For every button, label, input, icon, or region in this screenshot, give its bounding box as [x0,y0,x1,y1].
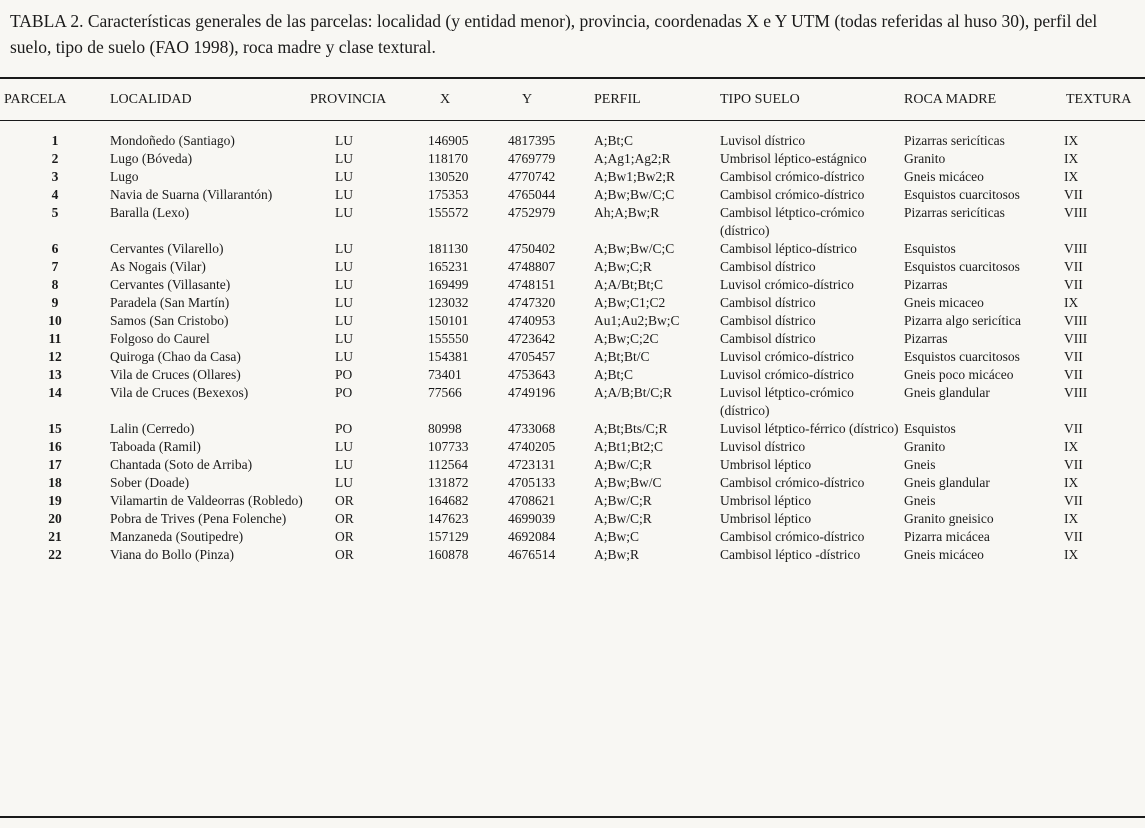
cell-x: 154381 [428,349,469,364]
table-row [0,492,1145,510]
cell-y: 4699039 [508,511,556,526]
table-row [0,168,1145,186]
cell-tipo-suelo: Cambisol dístrico [720,331,816,346]
cell-textura: IX [1064,151,1079,166]
cell-perfil: Ah;A;Bw;R [594,205,660,220]
table-caption: TABLA 2. Características generales de las parcelas: localidad (y entidad menor), provincia, coordenadas X e Y UTM (todas referidas al huso 30), perfil del suelo, tipo de suelo (FAO 1998), roca madre y clase textural. [10,11,1098,57]
cell-provincia: PO [335,385,353,400]
cell-roca-madre: Gneis micaceo [904,295,984,310]
cell-parcela: 5 [51,205,59,220]
table-body [0,118,1145,564]
cell-perfil: A;A/Bt;Bt;C [594,277,664,292]
cell-y: 4705457 [508,349,556,364]
table-row [0,384,1145,420]
cell-provincia: LU [335,475,353,490]
cell-roca-madre: Esquistos cuarcitosos [904,349,1020,364]
cell-perfil: A;Bt1;Bt2;C [594,439,664,454]
cell-localidad: Paradela (San Martín) [110,295,230,310]
cell-x: 107733 [428,439,469,454]
cell-y: 4723131 [508,457,556,472]
cell-textura: VII [1064,421,1083,436]
cell-provincia: LU [335,259,353,274]
cell-localidad: Manzaneda (Soutipedre) [110,529,244,544]
cell-perfil: A;Bw/C;R [594,457,652,472]
cell-localidad: Pobra de Trives (Pena Folenche) [110,511,287,526]
cell-localidad: Viana do Bollo (Pinza) [110,547,235,562]
cell-y: 4753643 [508,367,556,382]
cell-provincia: OR [335,529,354,544]
table-row [0,312,1145,330]
cell-x: 155550 [428,331,469,346]
cell-roca-madre: Pizarra micácea [904,529,990,544]
cell-y: 4747320 [508,295,556,310]
cell-x: 73401 [428,367,462,382]
cell-parcela: 9 [51,295,59,310]
col-header-textura: TEXTURA [1066,92,1132,107]
cell-perfil: A;Bw;C1;C2 [594,295,666,310]
cell-parcela: 12 [48,349,62,364]
cell-parcela: 2 [51,151,59,166]
cell-provincia: LU [335,169,353,184]
table-row [0,276,1145,294]
top-rule [0,77,1145,79]
cell-parcela: 13 [48,367,62,382]
cell-roca-madre: Gneis glandular [904,385,990,400]
cell-localidad: Lalin (Cerredo) [110,421,195,436]
table-row [0,186,1145,204]
cell-tipo-suelo: Cambisol crómico-dístrico [720,475,865,490]
cell-perfil: A;Ag1;Ag2;R [594,151,671,166]
table-row [0,258,1145,276]
cell-y: 4770742 [508,169,556,184]
cell-provincia: LU [335,349,353,364]
cell-provincia: OR [335,493,354,508]
table-row [0,204,1145,240]
cell-localidad: Lugo (Bóveda) [110,151,193,166]
cell-textura: IX [1064,133,1079,148]
cell-x: 80998 [428,421,462,436]
cell-perfil: A;Bw;Bw/C;C [594,241,675,256]
cell-tipo-suelo: Luvisol crómico-dístrico [720,367,854,382]
bottom-rule [0,816,1145,818]
cell-parcela: 8 [51,277,59,292]
cell-tipo-suelo: Cambisol dístrico [720,313,816,328]
cell-x: 175353 [428,187,469,202]
cell-parcela: 3 [51,169,59,184]
cell-localidad: Sober (Doade) [110,475,190,490]
cell-x: 160878 [428,547,469,562]
cell-parcela: 14 [48,385,62,400]
cell-provincia: LU [335,241,353,256]
col-header-x: X [440,92,451,107]
cell-tipo-suelo: Luvisol létptico-crómico (dístrico) [720,385,854,418]
cell-textura: VII [1064,529,1083,544]
cell-textura: VIII [1064,331,1088,346]
table-row [0,150,1145,168]
cell-textura: VII [1064,277,1083,292]
cell-parcela: 1 [51,133,59,148]
cell-textura: VIII [1064,385,1088,400]
cell-textura: VII [1064,349,1083,364]
cell-textura: IX [1064,439,1079,454]
cell-x: 164682 [428,493,469,508]
cell-perfil: Au1;Au2;Bw;C [594,313,680,328]
cell-localidad: As Nogais (Vilar) [110,259,206,274]
table-row [0,348,1145,366]
cell-provincia: LU [335,277,353,292]
table-row [0,528,1145,546]
table-row [0,118,1145,150]
cell-provincia: LU [335,205,353,220]
cell-parcela: 22 [48,547,62,562]
cell-x: 157129 [428,529,469,544]
cell-perfil: A;Bt;C [594,133,634,148]
cell-x: 130520 [428,169,469,184]
cell-perfil: A;Bt;Bt/C [594,349,650,364]
table-row [0,546,1145,564]
table-row [0,294,1145,312]
cell-provincia: LU [335,439,353,454]
cell-perfil: A;Bw1;Bw2;R [594,169,676,184]
cell-x: 150101 [428,313,469,328]
cell-tipo-suelo: Cambisol crómico-dístrico [720,187,865,202]
cell-perfil: A;Bw;C;R [594,259,652,274]
cell-x: 112564 [428,457,468,472]
cell-tipo-suelo: Cambisol léptico -dístrico [720,547,861,562]
cell-provincia: LU [335,187,353,202]
cell-textura: IX [1064,511,1079,526]
cell-provincia: LU [335,457,353,472]
cell-tipo-suelo: Umbrisol léptico [720,457,812,472]
cell-parcela: 20 [48,511,62,526]
cell-roca-madre: Granito [904,151,946,166]
cell-x: 131872 [428,475,469,490]
cell-provincia: PO [335,367,353,382]
cell-perfil: A;Bt;Bts/C;R [594,421,668,436]
table-row [0,240,1145,258]
cell-y: 4723642 [508,331,556,346]
cell-x: 165231 [428,259,469,274]
cell-x: 155572 [428,205,469,220]
cell-tipo-suelo: Umbrisol léptico-estágnico [720,151,867,166]
cell-textura: IX [1064,547,1079,562]
cell-provincia: LU [335,151,353,166]
cell-y: 4705133 [508,475,556,490]
cell-localidad: Folgoso do Caurel [110,331,210,346]
cell-provincia: LU [335,133,353,148]
table-row [0,420,1145,438]
cell-perfil: A;Bt;C [594,367,634,382]
cell-roca-madre: Pizarras [904,277,948,292]
cell-localidad: Baralla (Lexo) [110,205,190,220]
col-header-y: Y [522,92,533,107]
cell-tipo-suelo: Umbrisol léptico [720,493,812,508]
cell-x: 147623 [428,511,469,526]
cell-tipo-suelo: Cambisol létptico-crómico (dístrico) [720,205,865,238]
cell-roca-madre: Granito gneisico [904,511,994,526]
cell-y: 4733068 [508,421,556,436]
cell-y: 4750402 [508,241,556,256]
cell-y: 4749196 [508,385,556,400]
cell-textura: VIII [1064,313,1088,328]
cell-parcela: 4 [51,187,59,202]
table-row [0,438,1145,456]
cell-textura: VII [1064,457,1083,472]
cell-y: 4752979 [508,205,556,220]
cell-tipo-suelo: Cambisol dístrico [720,259,816,274]
cell-y: 4765044 [508,187,556,202]
col-header-tipo-suelo: TIPO SUELO [720,92,800,107]
cell-roca-madre: Gneis poco micáceo [904,367,1014,382]
cell-perfil: A;Bw;R [594,547,640,562]
cell-provincia: OR [335,547,354,562]
cell-localidad: Vila de Cruces (Ollares) [110,367,241,382]
cell-parcela: 19 [48,493,62,508]
cell-roca-madre: Gneis micáceo [904,547,984,562]
cell-x: 118170 [428,151,468,166]
cell-y: 4817395 [508,133,556,148]
cell-localidad: Vila de Cruces (Bexexos) [110,385,249,400]
cell-x: 146905 [428,133,469,148]
cell-localidad: Taboada (Ramil) [110,439,201,454]
cell-y: 4740205 [508,439,556,454]
cell-provincia: OR [335,511,354,526]
cell-perfil: A;A/B;Bt/C;R [594,385,673,400]
cell-tipo-suelo: Umbrisol léptico [720,511,812,526]
cell-localidad: Quiroga (Chao da Casa) [110,349,241,364]
cell-textura: IX [1064,475,1079,490]
cell-tipo-suelo: Luvisol dístrico [720,439,806,454]
cell-localidad: Cervantes (Vilarello) [110,241,224,256]
cell-roca-madre: Pizarras sericíticas [904,133,1005,148]
cell-x: 77566 [428,385,462,400]
cell-parcela: 10 [48,313,62,328]
cell-localidad: Cervantes (Villasante) [110,277,231,292]
cell-tipo-suelo: Cambisol crómico-dístrico [720,169,865,184]
cell-perfil: A;Bw/C;R [594,511,652,526]
cell-parcela: 6 [51,241,59,256]
table-row [0,510,1145,528]
cell-y: 4692084 [508,529,556,544]
cell-localidad: Chantada (Soto de Arriba) [110,457,253,472]
cell-perfil: A;Bw;Bw/C;C [594,187,675,202]
cell-localidad: Lugo [110,169,139,184]
cell-tipo-suelo: Cambisol léptico-dístrico [720,241,857,256]
cell-roca-madre: Pizarras sericíticas [904,205,1005,220]
cell-parcela: 7 [51,259,59,274]
cell-parcela: 15 [48,421,62,436]
cell-y: 4748807 [508,259,556,274]
table-row [0,474,1145,492]
cell-textura: VIII [1064,205,1088,220]
col-header-parcela: PARCELA [4,92,67,107]
cell-roca-madre: Gneis glandular [904,475,990,490]
table-row [0,456,1145,474]
cell-parcela: 11 [48,331,62,346]
cell-y: 4676514 [508,547,556,562]
cell-tipo-suelo: Cambisol crómico-dístrico [720,529,865,544]
cell-parcela: 17 [48,457,62,472]
cell-textura: VII [1064,493,1083,508]
cell-roca-madre: Pizarras [904,331,948,346]
cell-x: 169499 [428,277,469,292]
cell-roca-madre: Gneis micáceo [904,169,984,184]
cell-tipo-suelo: Luvisol dístrico [720,133,806,148]
table-row [0,330,1145,348]
cell-parcela: 21 [48,529,62,544]
cell-parcela: 16 [48,439,62,454]
cell-localidad: Navia de Suarna (Villarantón) [110,187,273,202]
cell-provincia: LU [335,313,353,328]
cell-y: 4708621 [508,493,556,508]
col-header-perfil: PERFIL [594,92,641,107]
cell-y: 4769779 [508,151,556,166]
cell-y: 4740953 [508,313,556,328]
cell-localidad: Samos (San Cristobo) [110,313,229,328]
cell-localidad: Vilamartin de Valdeorras (Robledo) [110,493,303,508]
cell-textura: IX [1064,169,1079,184]
cell-x: 123032 [428,295,469,310]
cell-roca-madre: Esquistos cuarcitosos [904,259,1020,274]
cell-roca-madre: Gneis [904,457,936,472]
cell-roca-madre: Pizarra algo sericítica [904,313,1021,328]
cell-roca-madre: Gneis [904,493,936,508]
cell-textura: VII [1064,259,1083,274]
col-header-roca-madre: ROCA MADRE [904,92,997,107]
col-header-localidad: LOCALIDAD [110,92,192,107]
col-header-provincia: PROVINCIA [310,92,387,107]
cell-provincia: LU [335,331,353,346]
cell-x: 181130 [428,241,468,256]
cell-perfil: A;Bw;C;2C [594,331,659,346]
cell-textura: IX [1064,295,1079,310]
cell-roca-madre: Esquistos [904,421,956,436]
cell-y: 4748151 [508,277,556,292]
cell-provincia: LU [335,295,353,310]
cell-tipo-suelo: Luvisol létptico-férrico (dístrico) [720,421,899,436]
cell-localidad: Mondoñedo (Santiago) [110,133,235,148]
cell-roca-madre: Granito [904,439,946,454]
cell-roca-madre: Esquistos cuarcitosos [904,187,1020,202]
cell-roca-madre: Esquistos [904,241,956,256]
cell-textura: VII [1064,187,1083,202]
cell-perfil: A;Bw;Bw/C [594,475,662,490]
cell-textura: VII [1064,367,1083,382]
header-row [0,82,1145,118]
table-row [0,366,1145,384]
cell-perfil: A;Bw;C [594,529,640,544]
cell-tipo-suelo: Luvisol crómico-dístrico [720,277,854,292]
cell-tipo-suelo: Cambisol dístrico [720,295,816,310]
parcels-table [0,82,1145,564]
cell-parcela: 18 [48,475,62,490]
cell-perfil: A;Bw/C;R [594,493,652,508]
cell-tipo-suelo: Luvisol crómico-dístrico [720,349,854,364]
cell-provincia: PO [335,421,353,436]
cell-textura: VIII [1064,241,1088,256]
